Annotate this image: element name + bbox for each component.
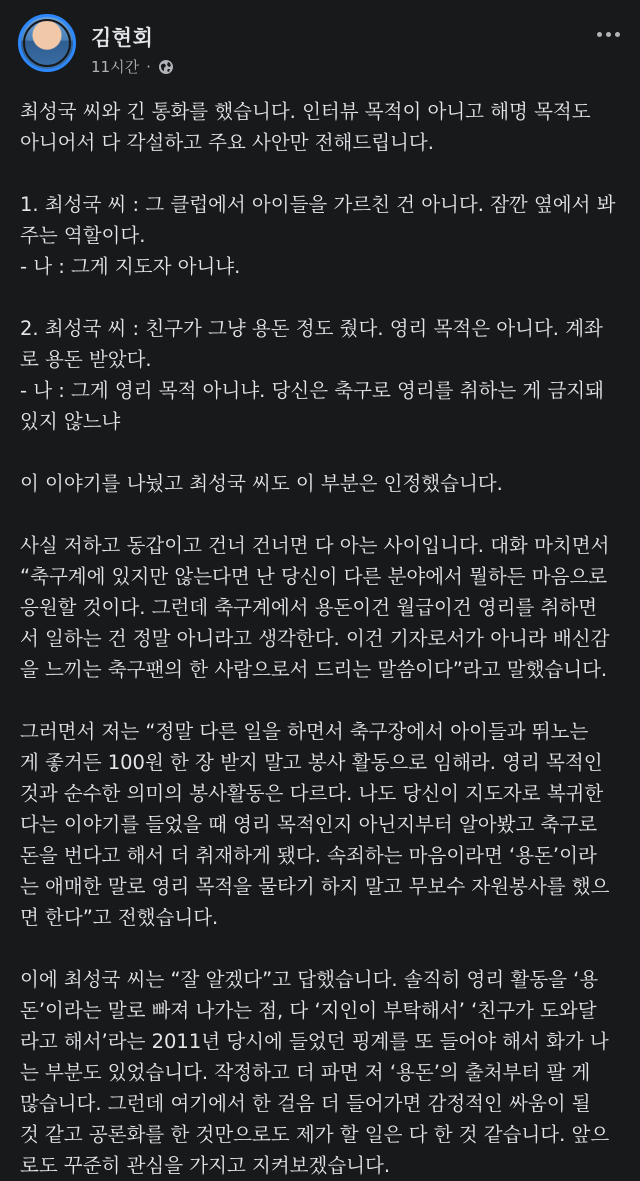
author-name[interactable]: 김현회 [91, 26, 154, 50]
more-dot [606, 32, 611, 37]
globe-icon[interactable] [158, 59, 174, 75]
post-paragraph [20, 964, 618, 1181]
post-text-line: 그러면서 저는 “정말 다른 일을 하면서 축구장에서 아이들과 뛰노는 [20, 720, 589, 743]
post-text-line: 사실 저하고 동갑이고 건너 건너면 다 아는 사이입니다. 대화 마치면서 [20, 534, 610, 557]
more-dot [615, 32, 620, 37]
more-dot [597, 32, 602, 37]
post-body [0, 96, 640, 1181]
post-text-line: 많습니다. 그런데 여기에서 한 걸음 더 들어가면 감정적인 싸움이 될 [20, 1092, 591, 1115]
post-text-line: 면 한다”고 전했습니다. [20, 906, 219, 929]
post-text-line: 주는 역할이다. [20, 224, 146, 247]
post-text-line: 1. 최성국 씨 : 그 클럽에서 아이들을 가르친 건 아니다. 잠깐 옆에서 봐 [20, 193, 616, 216]
post-text-line: 것과 순수한 의미의 봉사활동은 다르다. 나도 당신이 지도자로 복귀한 [20, 782, 604, 805]
meta-separator: · [146, 57, 151, 76]
post-text-line: 이 이야기를 나눴고 최성국 씨도 이 부분은 인정했습니다. [20, 472, 503, 495]
post-paragraph [20, 96, 618, 158]
post-paragraph [20, 313, 618, 437]
post-text-line: 다는 이야기를 들었을 때 영리 목적인지 아닌지부터 알아봤고 축구로 [20, 813, 598, 836]
post-paragraph [20, 716, 618, 933]
post-time[interactable]: 11시간 [91, 58, 140, 76]
post-text-line: - 나 : 그게 영리 목적 아니냐. 당신은 축구로 영리를 취하는 게 금지돼 [20, 379, 604, 402]
post-text-line: “축구계에 있지만 않는다면 난 당신이 다른 분야에서 뭘하든 마음으로 [20, 565, 608, 588]
post-text-line: 로도 꾸준히 관심을 가지고 지켜보겠습니다. [20, 1154, 391, 1177]
post-paragraph [20, 189, 618, 282]
post-text-line: 이에 최성국 씨는 “잘 알겠다”고 답했습니다. 솔직히 영리 활동을 ‘용 [20, 968, 599, 991]
post-text-line: 게 좋거든 100원 한 장 받지 말고 봉사 활동으로 임해라. 영리 목적인 [20, 751, 603, 774]
post-text-line: 로 용돈 받았다. [20, 348, 152, 371]
post-text-line: 는 부분도 있었습니다. 작정하고 더 파면 저 ‘용돈’의 출처부터 팔 게 [20, 1061, 591, 1084]
post-text-line: 서 일하는 건 정말 아니라고 생각한다. 이건 기자로서가 아니라 배신감 [20, 627, 610, 650]
avatar-ring [23, 19, 71, 67]
post-text-line: 는 애매한 말로 영리 목적을 물타기 하지 말고 무보수 자원봉사를 했으 [20, 875, 610, 898]
post-meta [91, 56, 174, 77]
post-text-line: 을 느끼는 축구팬의 한 사람으로서 드리는 말씀이다”라고 말했습니다. [20, 658, 608, 681]
post-text-line: 최성국 씨와 긴 통화를 했습니다. 인터뷰 목적이 아니고 해명 목적도 [20, 100, 591, 123]
post-text-line: 돈을 번다고 해서 더 취재하게 됐다. 속죄하는 마음이라면 ‘용돈’이라 [20, 844, 597, 867]
post-text-line: 라고 해서’라는 2011년 당시에 들었던 핑계를 또 들어야 해서 화가 나 [20, 1030, 609, 1053]
post-text-line: 2. 최성국 씨 : 친구가 그냥 용돈 정도 줬다. 영리 목적은 아니다. 계좌 [20, 317, 603, 340]
author-avatar[interactable] [18, 14, 76, 72]
post-text-line: 있지 않느냐 [20, 410, 121, 433]
post-text-line: - 나 : 그게 지도자 아니냐. [20, 255, 241, 278]
post-text-line: 돈’이라는 말로 빠져 나가는 점, 다 ‘지인이 부탁해서’ ‘친구가 도와달 [20, 999, 597, 1022]
post-text-line: 아니어서 다 각설하고 주요 사안만 전해드립니다. [20, 131, 434, 154]
post-text-line: 응원할 것이다. 그런데 축구계에서 용돈이건 월급이건 영리를 취하면 [20, 596, 598, 619]
post-paragraph [20, 468, 618, 499]
post-paragraph [20, 530, 618, 685]
more-options-icon[interactable] [594, 24, 622, 44]
post-header [0, 0, 640, 96]
post-text-line: 것 같고 공론화를 한 것만으로도 제가 할 일은 다 한 것 같습니다. 앞으 [20, 1123, 610, 1146]
